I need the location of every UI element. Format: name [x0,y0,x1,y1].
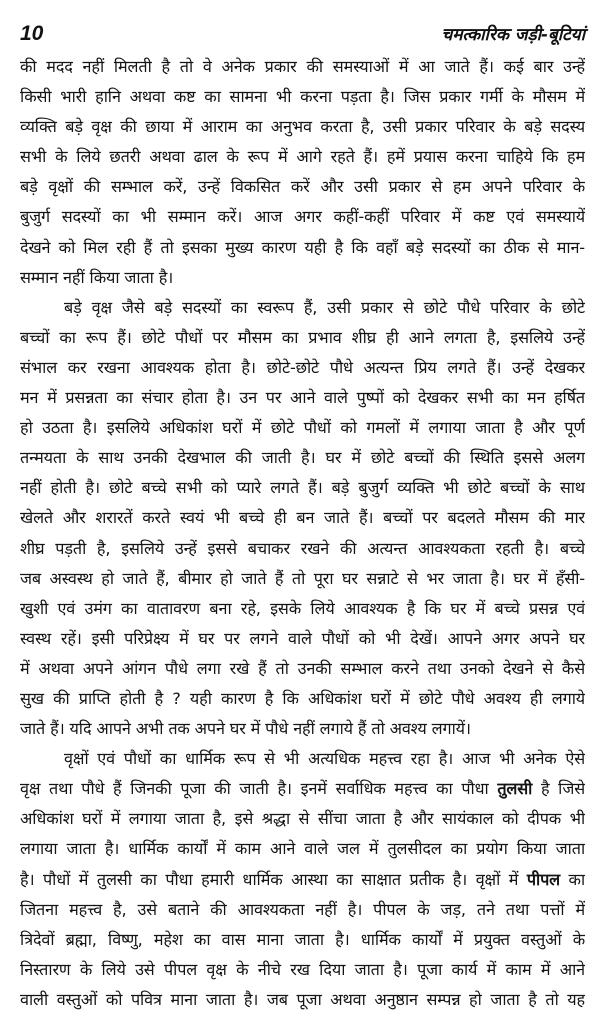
text-line: देखने को मिल रही हैं तो इसका मुख्य कारण यही है कि वहाँ बड़े सदस्यों का ठीक से मान- [20,237,585,257]
text-line: जितना महत्त्व है, उसे बताने की आवश्यकता नहीं है। पीपल के जड़, तने तथा पत्तों में [20,899,585,919]
page-header [20,22,585,50]
text-line: निस्तारण के लिये उसे पीपल वृक्ष के नीचे रख दिया जाता है। पूजा कार्य में काम में आने [20,959,585,979]
text-line: स्वस्थ रहें। इसी परिप्रेक्ष्य में घर पर लगने वाले पौधों को भी देखें। आपने अगर अपने घर [20,628,585,648]
text-line: सभी के लिये छतरी अथवा ढाल के रूप में आगे रहते हैं। हमें प्रयास करना चाहिये कि हम [20,147,585,167]
text-line: नहीं होती है। छोटे बच्चे सभी को प्यारे लगते हैं। बड़े बुजुर्ग व्यक्ति भी छोटे बच्चों के साथ [20,478,585,498]
text-line: हो उठता है। इसलिये अधिकांश घरों में छोटे पौधों को गमलों में लगाया जाता है और पूर्ण [20,418,585,438]
text-line: बड़े वृक्ष जैसे बड़े सदस्यों का स्वरूप हैं, उसी प्रकार से छोटे पौधे परिवार के छोटे [64,297,585,317]
emphasized-term: तुलसी [497,779,533,799]
text-line: खेलते और शरारतें करते स्वयं भी बच्चे ही बन जाते हैं। बच्चों पर बदलते मौसम की मार [20,508,585,528]
text-line: तन्मयता के साथ उनकी देखभाल की जाती है। घर में छोटे बच्चों की स्थिति इससे अलग [20,448,585,468]
text-line: जब अस्वस्थ हो जाते हैं, बीमार हो जाते हैं तो पूरा घर सन्नाटे से भर जाता है। घर में हँसी- [20,568,585,588]
text-line: लगाया जाता है। धार्मिक कार्यों में काम आने वाले जल में तुलसीदल का प्रयोग किया जाता [20,839,585,859]
text-line: किसी भारी हानि अथवा कष्ट का सामना भी करना पड़ता है। जिस प्रकार गर्मी के मौसम में [20,87,585,107]
emphasized-term: पीपल [526,869,560,889]
text-line: वाली वस्तुओं को पवित्र माना जाता है। जब पूजा अथवा अनुष्ठान सम्पन्न हो जाता है तो यह [20,989,585,1009]
page-number: 10 [20,22,44,45]
text-line: में अथवा अपने आंगन पौधे लगा रखे हैं तो उनकी सम्भाल करने तथा उनको देखने से कैसे [20,658,585,678]
text-line: सम्मान नहीं किया जाता है। [20,267,174,287]
paragraph [20,52,585,293]
text-line: अधिकांश घरों में लगाया जाता है, इसे श्रद्धा से सींचा जाता है और सायंकाल को दीपक भी [20,809,585,829]
paragraph [20,293,585,744]
text-line: की मदद नहीं मिलती है तो वे अनेक प्रकार की समस्याओं में आ जाते हैं। कई बार उन्हें [20,57,585,76]
text-line: त्रिदेवों ब्रह्मा, विष्णु, महेश का वास माना जाता है। धार्मिक कार्यों में प्रयुक्त वस्तुओं के [20,929,585,949]
page-body [20,52,585,1015]
text-line: बच्चों का रूप हैं। छोटे पौधों पर मौसम का प्रभाव शीघ्र ही आने लगता है, इसलिये उन्हें [20,327,585,347]
text-line: वृक्ष तथा पौधे हैं जिनकी पूजा की जाती है। इनमें सर्वाधिक महत्त्व का पौधा तुलसी है जिसे [20,779,585,799]
paragraph [20,744,585,1015]
text-line: है। पौधों में तुलसी का पौधा हमारी धार्मिक आस्था का साक्षात प्रतीक है। वृक्षों में पीपल का [20,869,585,889]
text-line: संभाल कर रखना आवश्यक होता है। छोटे-छोटे पौधे अत्यन्त प्रिय लगते हैं। उन्हें देखकर [20,357,585,377]
text-line: शीघ्र पड़ती है, इसलिये उन्हें इससे बचाकर रखने की अत्यन्त आवश्यकता रहती है। बच्चे [20,538,585,558]
book-page [20,22,585,1015]
text-line: वृक्षों एवं पौधों का धार्मिक रूप से भी अत्यधिक महत्त्व रहा है। आज भी अनेक ऐसे [64,749,585,769]
text-line: व्यक्ति बड़े वृक्ष की छाया में आराम का अनुभव करता है, उसी प्रकार परिवार के बड़े सदस्य [20,117,585,137]
running-title: चमत्कारिक जड़ी-बूटियां [441,25,585,45]
text-line: सुख की प्राप्ति होती है ? यही कारण है कि अधिकांश घरों में छोटे पौधे अवश्य ही लगाये [20,688,585,708]
text-line: जाते हैं। यदि आपने अभी तक अपने घर में पौधे नहीं लगाये हैं तो अवश्य लगायें। [20,719,471,739]
text-line: बुजुर्ग सदस्यों का भी सम्मान करें। आज अगर कहीं-कहीं परिवार में कष्ट एवं समस्यायें [20,207,585,227]
text-line: खुशी एवं उमंग का वातावरण बना रहे, इसके लिये आवश्यक है कि घर में बच्चे प्रसन्न एवं [20,598,585,618]
text-line: बड़े वृक्षों की सम्भाल करें, उन्हें विकसित करें और उसी प्रकार से हम अपने परिवार के [20,177,585,197]
text-line: मन में प्रसन्नता का संचार होता है। उन पर आने वाले पुष्पों को देखकर सभी का मन हर्षित [20,388,585,408]
